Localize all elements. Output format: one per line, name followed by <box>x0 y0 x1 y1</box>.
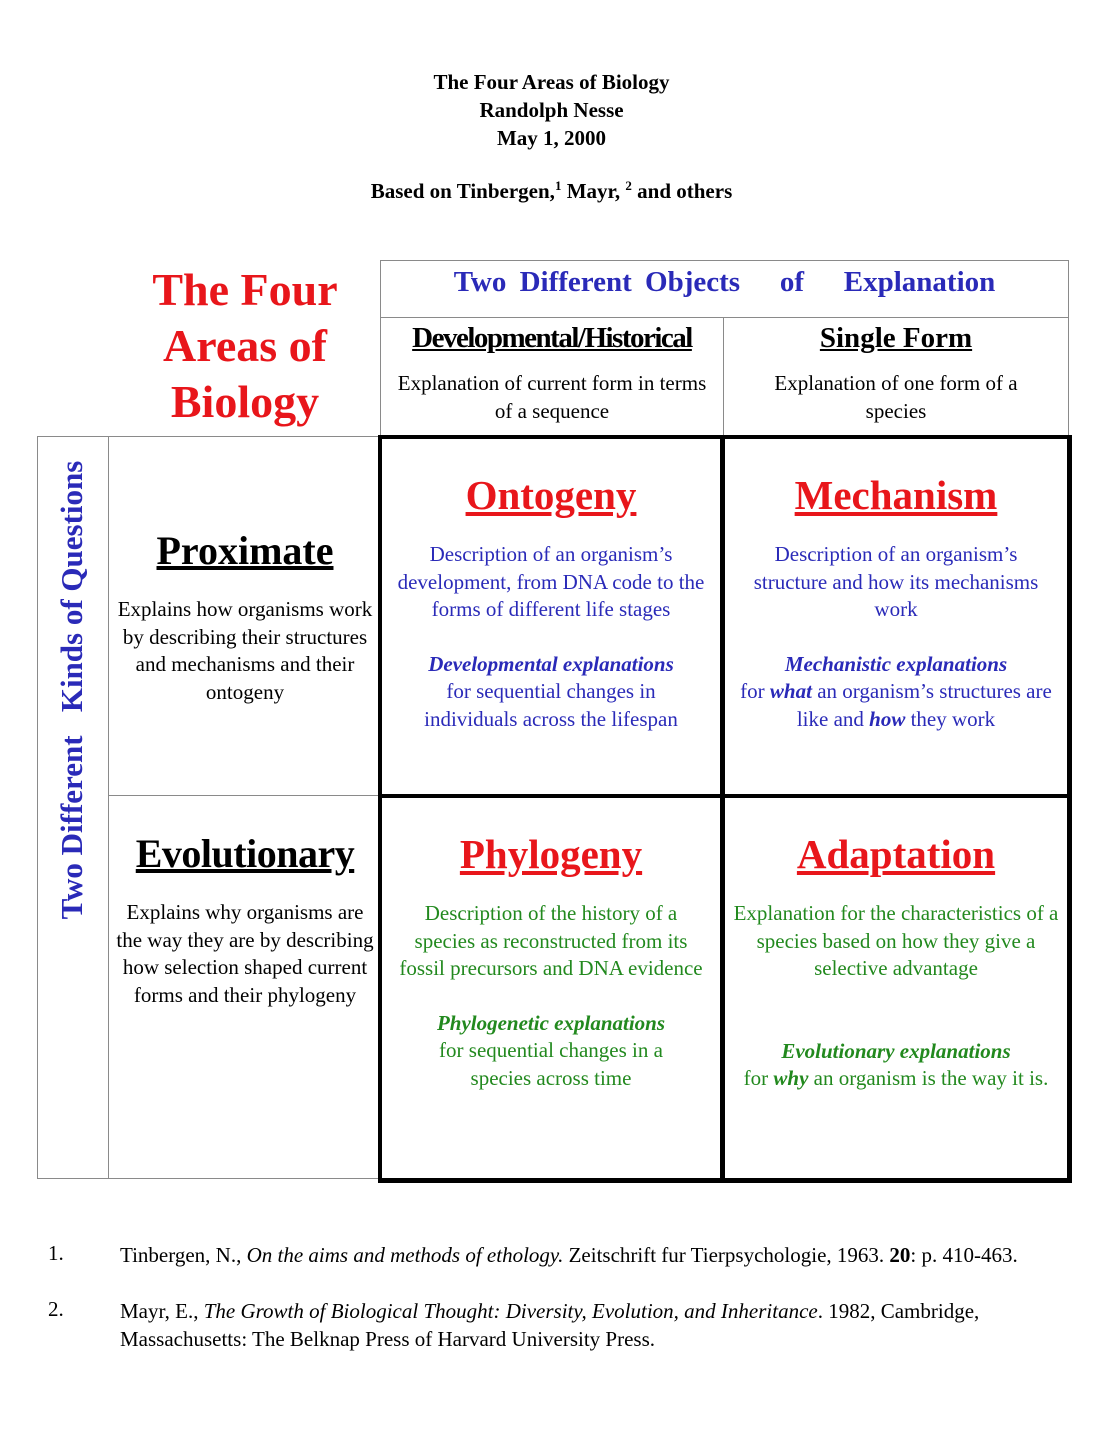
ref2-title: The Growth of Biological Thought: Diversity, Evolution, and Inheritance <box>203 1299 818 1323</box>
evolutionary-text: Explains why organisms are the way they are by describing how selection shaped current forms and their phylogeny <box>116 900 374 1007</box>
big-title-line2: Areas of <box>163 320 327 371</box>
cell-mechanism <box>725 439 1067 794</box>
ref1-author: Tinbergen, N., <box>120 1243 242 1267</box>
mechanism-r5: they work <box>910 706 996 731</box>
doc-date: May 1, 2000 <box>496 126 607 150</box>
footnote-ref-2: 2 <box>625 178 632 193</box>
reference-1 <box>120 1241 1080 1269</box>
col2-heading: Single Form <box>819 322 973 354</box>
mechanism-r2: what <box>769 679 812 703</box>
objects-title-c: Explanation <box>843 266 996 298</box>
mechanism-explanation-type: Mechanistic explanations <box>784 651 1008 676</box>
mechanism-r4: how <box>869 706 906 731</box>
ref1-title: On the aims and methods of ethology. <box>246 1243 564 1267</box>
reference-2-number: 2. <box>48 1297 64 1321</box>
based-mid: Mayr, <box>566 179 621 203</box>
ontogeny-explanation-type: Developmental explanations <box>428 651 674 676</box>
doc-title: The Four Areas of Biology <box>433 70 670 94</box>
adaptation-explanation-text <box>731 1065 1061 1093</box>
col-singleform-header <box>723 317 1069 437</box>
big-title-line3: Biology <box>170 376 320 427</box>
grid-border-right <box>1067 435 1072 1183</box>
row-evolutionary <box>108 795 382 1179</box>
reference-2 <box>120 1297 1080 1353</box>
objects-header-box <box>380 260 1069 318</box>
adaptation-description: Explanation for the characteristics of a species based on how they give a selective advantage <box>733 901 1059 980</box>
mechanism-r1: for <box>740 679 765 703</box>
ontogeny-description: Description of an organism’s development, from DNA code to the forms of different life stages <box>397 542 705 621</box>
mechanism-title: Mechanism <box>794 472 998 518</box>
adaptation-title: Adaptation <box>796 831 996 877</box>
col1-subtext: Explanation of current form in terms of a sequence <box>397 371 707 423</box>
mechanism-description: Description of an organism’s structure and how its mechanisms work <box>753 542 1039 621</box>
ref2-author: Mayr, E., <box>120 1299 199 1323</box>
proximate-title: Proximate <box>156 528 334 573</box>
ref1-volume: 20 <box>889 1243 911 1267</box>
mechanism-explanation-text <box>725 678 1067 733</box>
footnote-ref-1: 1 <box>554 178 562 193</box>
side-label: Two Different Kinds of Questions <box>54 460 89 920</box>
ref2-publisher: . 1982, Cambridge, Massachusetts: The Belknap Press of Harvard University Press. <box>120 1299 980 1351</box>
grid-border-bottom <box>378 1178 1072 1183</box>
mechanism-r3: an organism’s structures are like and <box>796 679 1052 731</box>
based-on-line <box>0 178 1103 204</box>
ontogeny-title: Ontogeny <box>465 472 637 518</box>
adaptation-r2: why <box>773 1066 809 1090</box>
adaptation-r1: for <box>743 1066 769 1090</box>
objects-title <box>381 266 1068 299</box>
adaptation-explanation-type: Evolutionary explanations <box>781 1038 1011 1063</box>
col-developmental-header <box>380 317 724 437</box>
proximate-text: Explains how organisms work by describing their structures and mechanisms and their ontogeny <box>117 597 373 704</box>
ontogeny-explanation-text: for sequential changes in individuals across the lifespan <box>424 679 678 731</box>
phylogeny-description: Description of the history of a species as reconstructed from its fossil precursors and DNA evidence <box>399 901 703 980</box>
col2-subtext: Explanation of one form of a species <box>774 371 1018 423</box>
ref1-journal: Zeitschrift fur Tierpsychologie, 1963. <box>568 1243 885 1267</box>
big-title <box>110 262 380 430</box>
doc-author: Randolph Nesse <box>479 98 624 122</box>
cell-ontogeny <box>382 439 720 794</box>
objects-title-b: of <box>779 266 805 298</box>
evolutionary-title: Evolutionary <box>135 831 355 876</box>
big-title-line1: The Four <box>152 264 338 315</box>
phylogeny-title: Phylogeny <box>459 831 643 877</box>
row-proximate <box>108 436 382 796</box>
cell-phylogeny <box>382 798 720 1178</box>
cell-adaptation <box>725 798 1067 1178</box>
ref1-pages: : p. 410-463. <box>910 1243 1018 1267</box>
adaptation-r3: an organism is the way it is. <box>813 1066 1049 1090</box>
objects-title-a: Two Different Objects <box>453 266 741 298</box>
reference-1-number: 1. <box>48 1241 64 1265</box>
based-prefix: Based on Tinbergen, <box>370 179 555 203</box>
based-suffix: and others <box>637 179 733 203</box>
phylogeny-explanation-type: Phylogenetic explanations <box>436 1010 666 1035</box>
col1-heading: Developmental/Historical <box>412 322 692 354</box>
phylogeny-explanation-text: for sequential changes in a species across time <box>439 1038 663 1090</box>
